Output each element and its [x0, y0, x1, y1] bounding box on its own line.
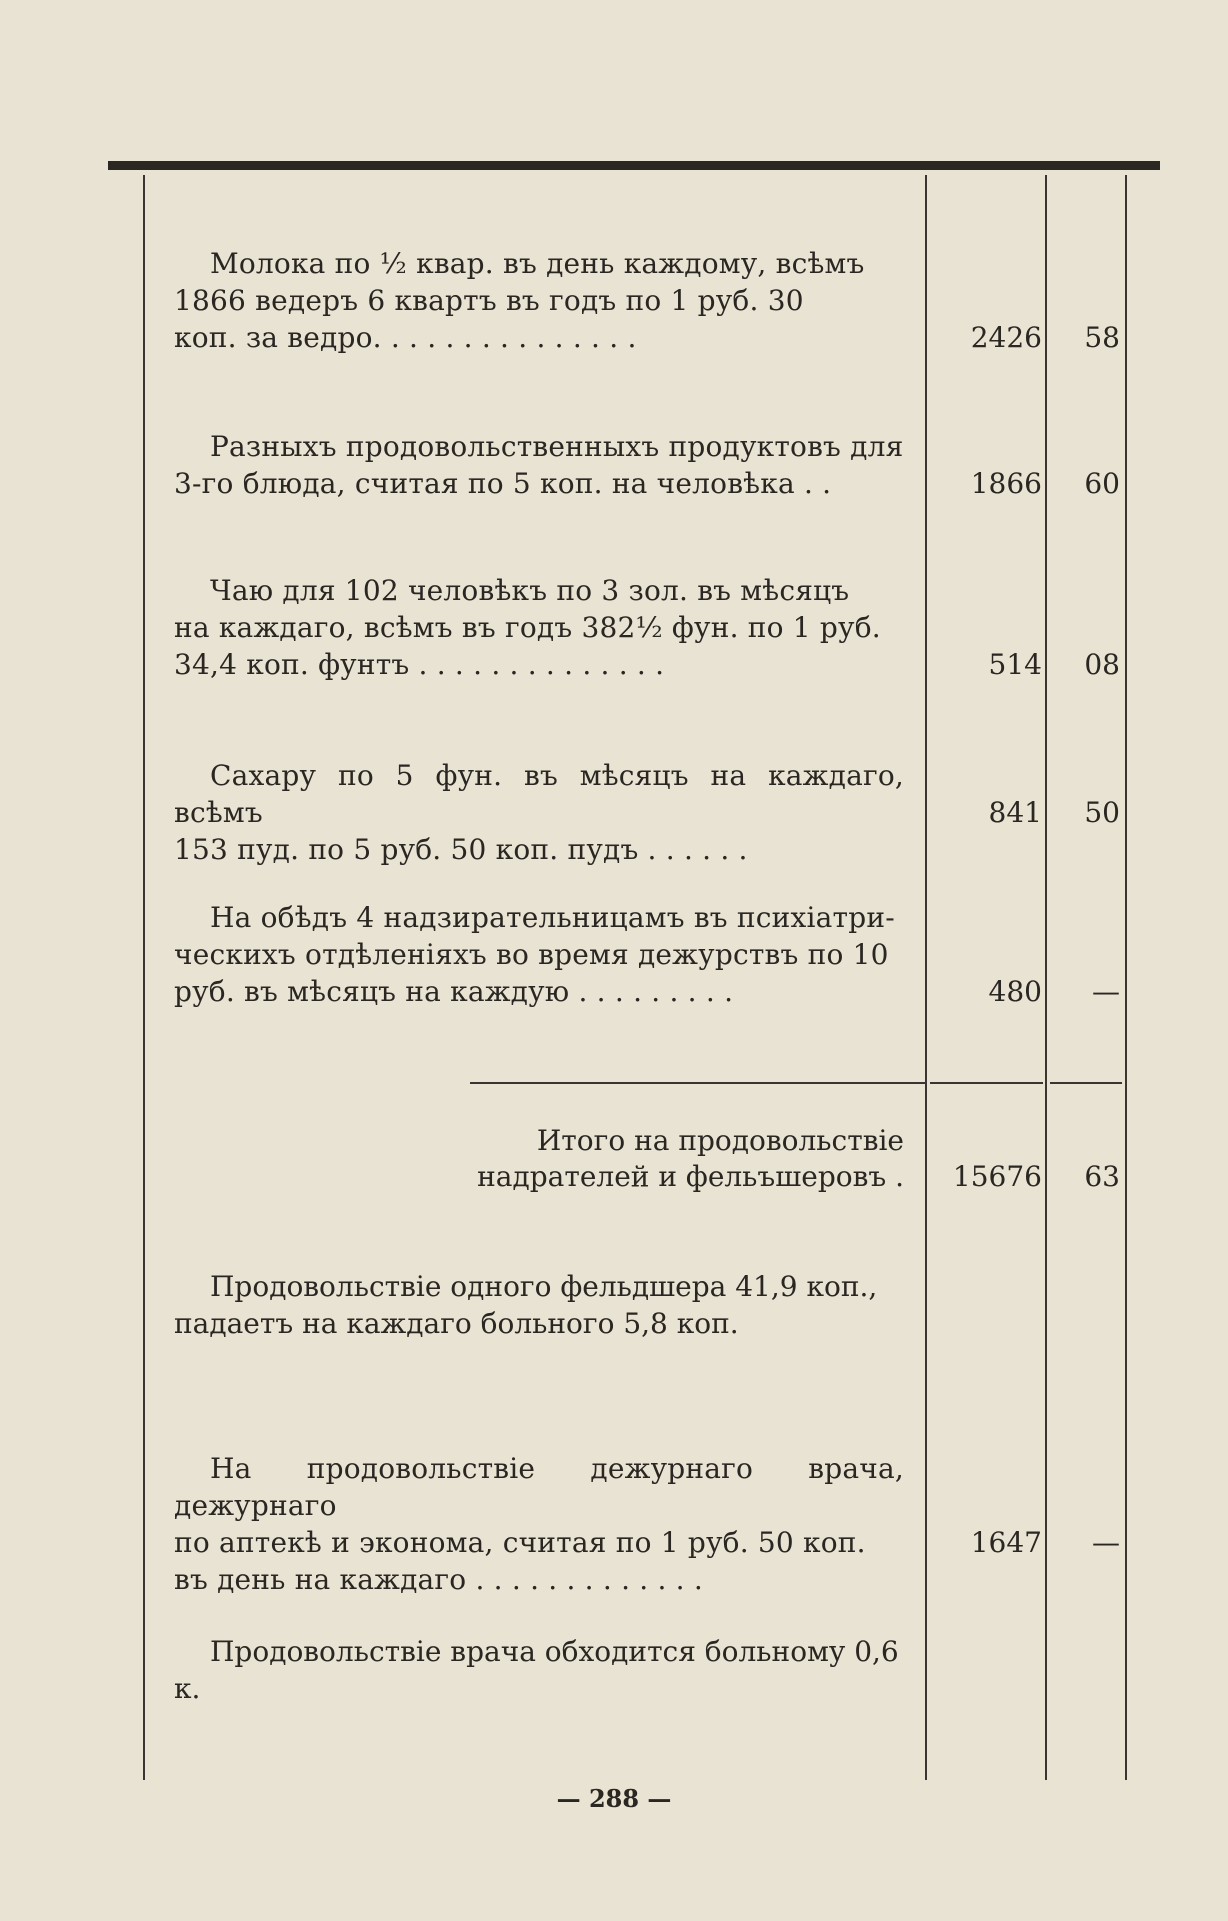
- entry-line: ческихъ отдѣленіяхъ во время дежурствъ по 10: [174, 938, 889, 971]
- entry-line: Молока по ½ квар. въ день каждому, всѣмъ: [210, 247, 865, 280]
- entry-line: на каждаго, всѣмъ въ годъ 382½ фун. по 1 руб.: [174, 611, 881, 644]
- amount-rubles: 480: [988, 975, 1042, 1008]
- amount-kopecks: 58: [1084, 321, 1120, 354]
- right-column-rule: [1125, 175, 1127, 1780]
- entry-line: 153 пуд. по 5 руб. 50 коп. пудъ . . . . . .: [174, 833, 748, 866]
- entry-line: по аптекѣ и эконома, считая по 1 руб. 50 коп.: [174, 1526, 866, 1559]
- top-rule: [108, 161, 1160, 170]
- entry-supervisors-dinner: [174, 899, 904, 1010]
- entry-line: въ день на каждаго . . . . . . . . . . . . .: [174, 1563, 703, 1596]
- amount-kopecks: —: [1092, 975, 1120, 1008]
- entry-line: коп. за ведро. . . . . . . . . . . . . . .: [174, 321, 637, 354]
- note-line: падаетъ на каждаго больного 5,8 коп.: [174, 1307, 739, 1340]
- entry-sugar: [174, 757, 904, 868]
- kopecks-column-rule: [1045, 175, 1047, 1780]
- total-label-line1: Итого на продовольствіе: [536, 1124, 904, 1157]
- total-underline-desc: [470, 1082, 925, 1084]
- note-doctor: [174, 1633, 904, 1707]
- total-underline-kop: [1050, 1082, 1122, 1084]
- amount-rubles: 514: [988, 648, 1042, 681]
- amount-rubles: 2426: [970, 321, 1042, 354]
- total-underline-rub: [930, 1082, 1043, 1084]
- entry-tea: [174, 572, 904, 683]
- entry-line: руб. въ мѣсяцъ на каждую . . . . . . . . .: [174, 975, 734, 1008]
- amount-kopecks: 50: [1084, 796, 1120, 829]
- total-kopecks: 63: [1084, 1160, 1120, 1193]
- entry-line: На продовольствіе дежурнаго врача, дежурнаго: [174, 1452, 904, 1522]
- amount-rubles: 841: [988, 796, 1042, 829]
- entry-line: Чаю для 102 человѣкъ по 3 зол. въ мѣсяцъ: [210, 574, 850, 607]
- rubles-column-rule: [925, 175, 927, 1780]
- entry-line: Разныхъ продовольственныхъ продуктовъ для: [210, 430, 904, 463]
- amount-rubles: 1647: [970, 1526, 1042, 1559]
- entry-duty-doctor: [174, 1450, 904, 1598]
- amount-kopecks: 08: [1084, 648, 1120, 681]
- left-margin-rule: [143, 175, 145, 1780]
- total-label-line2: надрателей и фельъшеровъ .: [477, 1160, 904, 1193]
- page-number: — 288 —: [556, 1784, 672, 1813]
- entry-line: На обѣдъ 4 надзирательницамъ въ психіатри-: [210, 901, 895, 934]
- note-line: Продовольствіе врача обходится больному 0,6 к.: [174, 1635, 899, 1705]
- entry-third-course: [174, 428, 904, 502]
- entry-milk: [174, 245, 904, 356]
- amount-kopecks: 60: [1084, 467, 1120, 500]
- entry-line: 1866 ведеръ 6 квартъ въ годъ по 1 руб. 30: [174, 284, 804, 317]
- note-line: Продовольствіе одного фельдшера 41,9 коп.,: [210, 1270, 878, 1303]
- entry-line: 3-го блюда, считая по 5 коп. на человѣка . .: [174, 467, 832, 500]
- total-rubles: 15676: [952, 1160, 1042, 1193]
- amount-rubles: 1866: [970, 467, 1042, 500]
- amount-kopecks: —: [1092, 1526, 1120, 1559]
- entry-line: Сахару по 5 фун. въ мѣсяцъ на каждаго, всѣмъ: [174, 759, 904, 829]
- note-feldsher: [174, 1268, 904, 1342]
- entry-line: 34,4 коп. фунтъ . . . . . . . . . . . . . .: [174, 648, 665, 681]
